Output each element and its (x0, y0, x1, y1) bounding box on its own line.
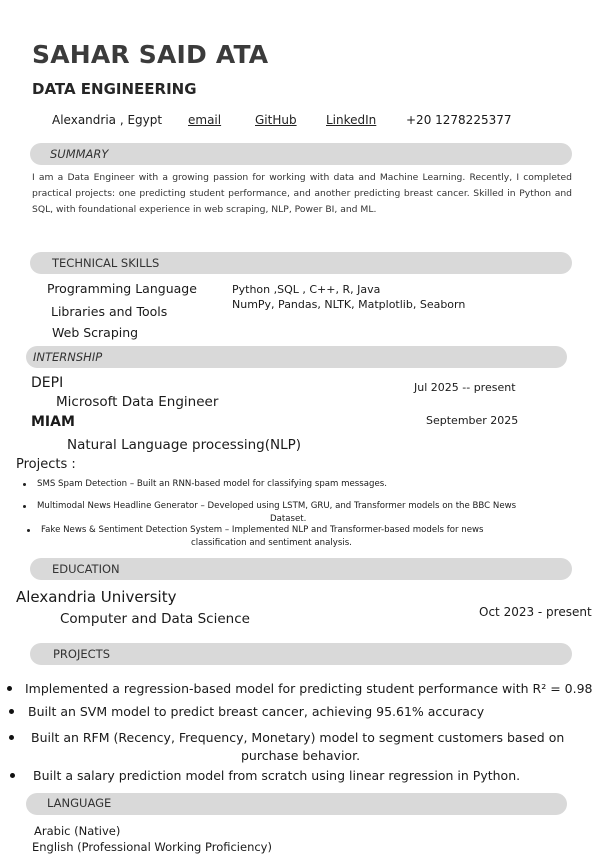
project-item: Built an RFM (Recency, Frequency, Monetary) model to segment customers based on (31, 730, 565, 745)
skill-label: Libraries and Tools (51, 304, 168, 319)
project-item-cont: purchase behavior. (241, 748, 361, 763)
project-item: Implemented a regression-based model for predicting student performance with R² = 0.98 (25, 681, 593, 696)
education-degree: Computer and Data Science (60, 611, 250, 627)
language-item: Arabic (Native) (34, 824, 121, 838)
internship-project-cont: Dataset. (270, 514, 307, 524)
summary-text: I am a Data Engineer with a growing passion for working with data and Machine Learning. Recently, I completed practical projects: one predicting student performance, and another predicting breast cancer. Skilled in Python and SQL, with foundational experience in web scraping, NLP, Power BI, and ML. (32, 172, 572, 215)
bullet-dot (7, 686, 12, 691)
education-heading-bar (30, 558, 572, 580)
resume-role: DATA ENGINEERING (32, 80, 197, 98)
internship-org: DEPI (31, 375, 64, 391)
internship-date: Jul 2025 -- present (414, 381, 516, 394)
project-item: Built a salary prediction model from scratch using linear regression in Python. (33, 768, 521, 783)
internship-title: Microsoft Data Engineer (56, 394, 219, 410)
summary-heading: SUMMARY (50, 147, 109, 161)
email-link[interactable]: email (188, 113, 222, 127)
education-date: Oct 2023 - present (479, 605, 592, 619)
internship-project-cont: classification and sentiment analysis. (191, 538, 352, 548)
github-link[interactable]: GitHub (255, 113, 297, 127)
linkedin-link[interactable]: LinkedIn (326, 113, 377, 127)
skills-heading-bar (30, 252, 572, 274)
skill-label: Web Scraping (52, 325, 139, 340)
language-heading-bar (26, 793, 567, 815)
resume-name: SAHAR SAID ATA (32, 40, 269, 69)
skill-value: Python ,SQL , C++, R, Java (232, 283, 381, 296)
summary-heading-bar (30, 143, 572, 165)
education-heading: EDUCATION (52, 562, 120, 576)
internship-date: September 2025 (426, 414, 519, 427)
education-school: Alexandria University (16, 588, 177, 606)
projects-heading: PROJECTS (53, 647, 110, 661)
bullet-dot (9, 709, 14, 714)
internship-project: Fake News & Sentiment Detection System – Implemented NLP and Transformer-based models for news (41, 525, 484, 535)
skills-heading: TECHNICAL SKILLS (52, 256, 160, 270)
internship-project: SMS Spam Detection – Built an RNN-based model for classifying spam messages. (37, 479, 387, 489)
skill-label: Programming Language (47, 281, 197, 296)
projects-subtitle: Projects : (16, 457, 76, 472)
internship-org: MIAM (31, 414, 75, 430)
internship-project: Multimodal News Headline Generator – Developed using LSTM, GRU, and Transformer models on the BBC News (37, 501, 517, 511)
location: Alexandria , Egypt (52, 113, 163, 127)
bullet-dot (23, 505, 26, 508)
bullet-dot (9, 735, 14, 740)
skill-value: NumPy, Pandas, NLTK, Matplotlib, Seaborn (232, 298, 466, 311)
projects-heading-bar (30, 643, 572, 665)
language-item: English (Professional Working Proficiency) (32, 840, 272, 854)
bullet-dot (10, 773, 15, 778)
bullet-dot (27, 529, 30, 532)
bullet-dot (23, 483, 26, 486)
phone: +20 1278225377 (406, 113, 512, 127)
language-heading: LANGUAGE (47, 796, 112, 810)
project-item: Built an SVM model to predict breast cancer, achieving 95.61% accuracy (28, 704, 485, 719)
internship-heading: INTERNSHIP (33, 350, 103, 364)
internship-heading-bar (26, 346, 567, 368)
internship-title: Natural Language processing(NLP) (67, 437, 302, 453)
